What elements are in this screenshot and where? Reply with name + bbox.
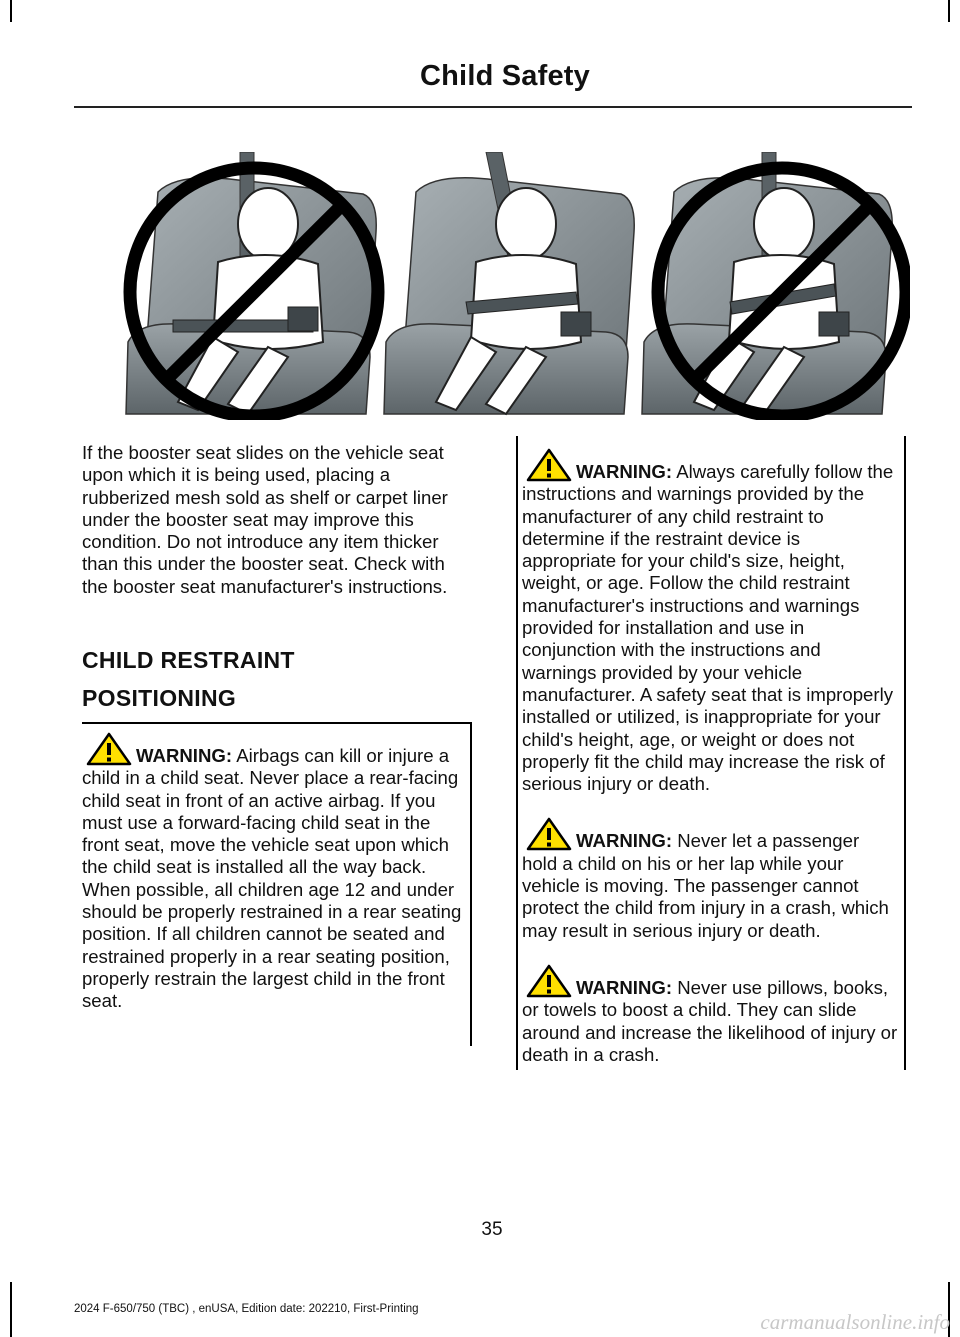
warning-text: Always carefully follow the instructions and warnings provided by the manufacturer of any child restraint to determine if the restraint device is appropriate for your child's size, height, weight, or age. Follow the child restraint manufacturer's instructions and warnings provided for installation and use in conjunction with the instructions and warnings provided by your vehicle manufacturer. A safety seat that is improperly installed or utilized, is inappropriate for your child's height, age, or weight or does not properly fit the child may increase the risk of serious injury or death. [522,461,894,795]
warning-lap [522,817,898,941]
warning-pillows [522,964,898,1066]
booster-seat-illustration [118,152,910,420]
warning-label: WARNING: [136,745,233,766]
warning-text: Airbags can kill or injure a child in a child seat. Never place a rear-facing child seat in front of an active airbag. If you must use a forward-facing child seat in the front seat, move the vehicle seat upon which the child seat is installed all the way back. When possible, all children age 12 and under should be properly restrained in a rear seating position. If all children cannot be seated and restrained properly in a rear seating position, properly restrain the largest child in the front seat. [82,745,462,1012]
warning-airbag [82,732,464,1013]
warning-triangle-icon [526,448,572,482]
warning-triangle-icon [86,732,132,766]
watermark: carmanualsonline.info [760,1310,950,1334]
seat-panel-incorrect-2 [642,152,906,416]
warning-label: WARNING: [576,976,673,998]
section-heading [82,645,295,714]
footer-edition: 2024 F-650/750 (TBC) , enUSA, Edition date: 202210, First-Printing [74,1303,419,1315]
seat-panel-correct [384,152,634,414]
section-heading-line-2: POSITIONING [82,685,237,711]
header-divider [74,106,912,108]
section-heading-line-1: CHILD RESTRAINT [82,647,295,673]
crop-mark-top-left [10,0,12,22]
warning-box-airbag [82,722,472,1044]
warning-label: WARNING: [576,830,673,852]
warning-triangle-icon [526,964,572,998]
page-title: Child Safety [420,60,590,92]
warning-follow-instructions [522,448,898,795]
crop-mark-top-right [948,0,950,22]
warning-text: Never let a passenger hold a child on his or her lap while your vehicle is moving. The passenger cannot protect the child from injury in a crash, which may result in serious injury or death. [522,830,889,941]
warning-box-right [516,436,906,1070]
intro-paragraph: If the booster seat slides on the vehicle seat upon which it is being used, placing a rubberized mesh sold as shelf or carpet liner under the booster seat may improve this condition. Do not introduce any item thicker than this under the booster seat. Check with the booster seat manufacturer's instructions. [82,442,448,597]
page-number: 35 [481,1219,503,1240]
warning-label: WARNING: [576,461,673,482]
seat-panel-incorrect-1 [126,152,378,416]
crop-mark-bottom-left [10,1282,12,1337]
warning-triangle-icon [526,817,572,851]
warning-text: Never use pillows, books, or towels to boost a child. They can slide around and increase the likelihood of injury or death in a crash. [522,976,898,1065]
